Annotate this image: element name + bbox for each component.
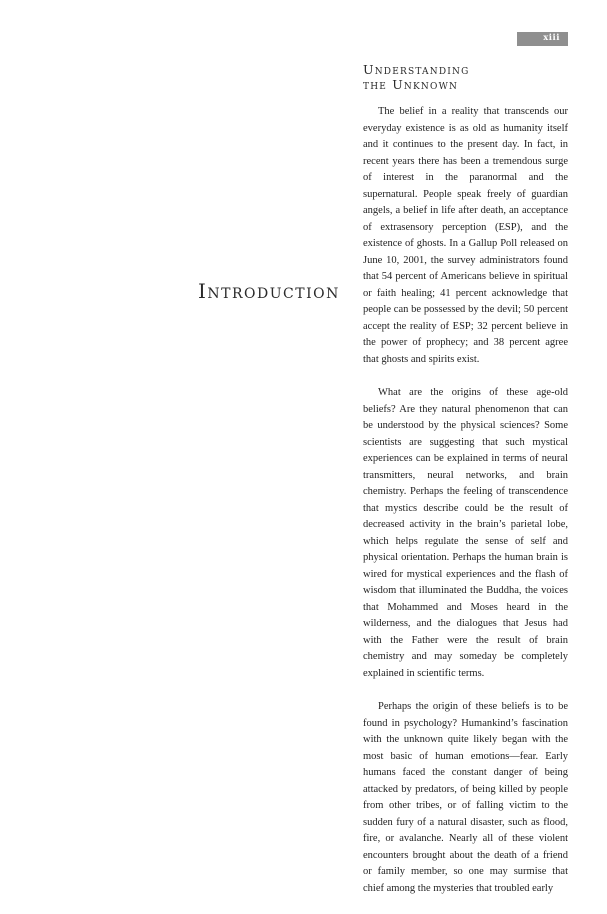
- section-title: [363, 62, 568, 92]
- section-title-line-1: Understanding: [363, 62, 470, 77]
- paragraph-2: What are the origins of these age-old beliefs? Are they natural phenomenon that can be understood by the physical sciences? Some scientists are suggesting that such mystical experiences can be explained in terms of neural transmitters, neural networks, and brain chemistry. Perhaps the feeling of transcendence that mystics describe could be the result of decreased activity in the brain’s parietal lobe, which helps regulate the sense of self and physical orientation. Perhaps the human brain is wired for mystical experiences and the flash of wisdom that illuminated the Buddha, the voices that Mohammed and Moses heard in the wilderness, and the dialogues that Jesus had with the Father were the result of brain chemistry and may someday be completely explained in scientific terms.: [363, 387, 568, 679]
- article-column: [363, 62, 568, 914]
- page-number: xiii: [543, 33, 560, 43]
- paragraph-1: The belief in a reality that transcends our everyday existence is as old as humanity itself and it continues to the present day. In fact, in recent years there has been a tremendous surge of interest in the paranormal and the supernatural. People speak freely of guardian angels, a belief in life after death, an acceptance of extrasensory perception (ESP), and the existence of ghosts. In a Gallup Poll released on June 10, 2001, the survey administrators found that 54 percent of Americans believe in spiritual or faith healing; 41 percent acknowledge that people can be possessed by the devil; 50 percent accept the reality of ESP; 32 percent believe in the power of prophecy; and 38 percent agree that ghosts and spirits exist.: [363, 106, 568, 365]
- paragraph-3: Perhaps the origin of these beliefs is to be found in psychology? Humankind’s fascination with the unknown quite likely began with the most basic of human emotions—fear. Early humans faced the constant danger of being attacked by predators, of being killed by people from other tribes, or of falling victim to the sudden fury of a natural disaster, such as flood, fire, or avalanche. Nearly all of these violent encounters brought about the death of a friend or family member, so one may surmise that chief among the mysteries that troubled early: [363, 701, 568, 894]
- page-number-tab: [517, 32, 568, 46]
- section-title-line-2: the Unknown: [363, 77, 459, 92]
- chapter-title: Introduction: [198, 279, 340, 303]
